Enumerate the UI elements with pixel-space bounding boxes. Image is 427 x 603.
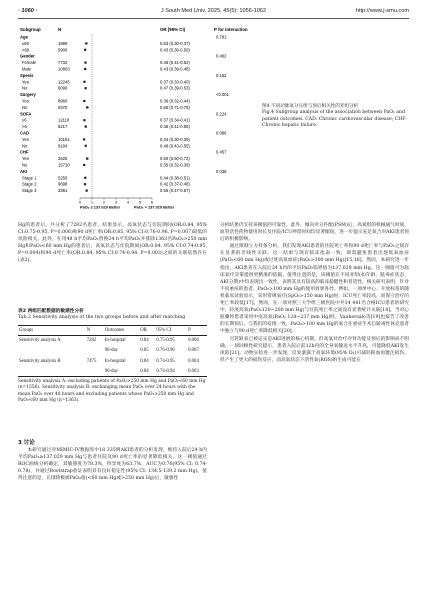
table-cell: 0.84: [140, 358, 149, 364]
table-cell: 90-day: [104, 348, 119, 354]
paragraph: 通过限制立方样条分析，我们发现AKI患者的住院死亡率和90 d死亡率与PaO₂之间存在显著的非线性关联。这一结果与现有临床指南一致，即需避免患者出现低氧血症(PaO₂<60 mm Hg)或过度高氧血症(PaO₂>300 mm Hg)[15,16]。然而，本研究进一步指出，AKI患者在入院后24 h内的平均PaO₂临界值为137.029 mm Hg。这一阈值可为临床氧疗决策提供更精准的依据。值得注意的是，该阈值在不同亚组(如年龄、脓毒症状态、AKI分期)中均表现出一致性，表明其具有较高的临床稳健性和普适性。相关研究表明，针对不同重症的患者，PaO₂>100 mm Hg的使用效果各异。例如，一项单中心、开放标签的随机临床试验显示，采用常规氧疗(SpO₂>150 mm Hg)时，ICU死亡率较高，而保守治疗的死亡率较低[17]。然而，在一项对照三大学组三级医院中共14 441名合格ICU患者的研究中，轻度高氧(PaO₂120~200 mm Hg)与住院死亡率之间没有显著统计关联[18]。当对心脏骤停患者采用中度高氧(PaO₂ 128~237 mm Hg)时，Vaahersalo等[19]也报告了改善的长期预后。与我们的发现一致，PaO₂>100 mm Hg的氧合在重症手术后脓毒性休克患者中独立与90 d死亡率降低相关[20]。: [220, 244, 409, 335]
row-or-ci: 0.43 (0.36-0.50): [160, 47, 190, 53]
paragraph: 本研究通过对MIMIC-IV数据库中18 335例AKI患者的分析发现，维持入院后24 h内平均PaO₂≥137.029 mm Hg与患者住院及90 d死亡率的显著降低相关。这一阈值通过ROC曲线分析确定，其敏感度为78.3%，特异度为63.7%，AUC为0.76(95% CI: 0.74-0.78)，并通过Bootstrap验证表明其有良好稳定性(95% CI: 134.5-139.2 mm Hg)。值得注意的是，在排除极端PaO₂值(<60 mm Hg或>250 mm Hg)后，敏感性: [18, 448, 207, 482]
row-label: Yes: [22, 156, 29, 162]
or-point: [84, 49, 86, 51]
row-n: 15710: [58, 162, 70, 168]
row-n: 8960: [58, 98, 68, 104]
tick-label: 2: [102, 199, 106, 205]
page-header: [18, 6, 409, 19]
or-point: [83, 164, 85, 166]
row-or-ci: 0.48 (0.41-0.56): [160, 124, 190, 130]
row-label: Male: [22, 66, 32, 72]
table-row: [18, 335, 207, 346]
tick-label: 1: [90, 199, 94, 205]
row-n: 12245: [58, 79, 70, 85]
row-label: >6: [22, 124, 27, 130]
row-n: 1899: [58, 40, 68, 46]
or-point: [85, 87, 87, 89]
col-header-subgroup: Subgroup: [20, 27, 41, 32]
row-or-ci: 0.35 (0.32-0.39): [160, 162, 190, 168]
table-cell: Sensitivity analysis A: [19, 338, 61, 344]
table-header-cell: P: [187, 325, 207, 335]
left-column-top: [18, 222, 207, 265]
row-n: 3381: [58, 188, 68, 194]
table-cell: 0.004: [188, 358, 199, 364]
row-label: Yes: [22, 79, 29, 85]
table-header-cell: OR: [139, 325, 155, 335]
row-p-interaction: 0.402: [216, 53, 227, 59]
table-header-cell: N: [86, 325, 104, 335]
row-p-interaction: 0.086: [216, 130, 227, 136]
table-cell: [18, 346, 86, 356]
tick-label: 3: [114, 199, 118, 205]
table-cell: 7282: [86, 338, 97, 344]
row-label: Yes: [22, 98, 29, 104]
table-cell: 7475: [86, 358, 97, 364]
row-n: 6090: [58, 85, 68, 91]
row-label: Female: [22, 60, 36, 66]
row-label: No: [22, 162, 28, 168]
row-label: Stage 1: [22, 175, 37, 181]
table-row: [18, 356, 207, 366]
figure-caption-en: Fig.4 Subgroup analysis of the association between PaO₂ and patient outcomes. CAD: Chronic cardiovascular disease; CHF: Chronic hepatic failure.: [262, 110, 407, 128]
row-label: Yes: [22, 136, 29, 142]
row-label: CHF: [20, 149, 29, 155]
table-cell: [18, 366, 86, 377]
row-label: No: [22, 104, 28, 110]
row-n: 5256: [58, 175, 68, 181]
tick-label: 0: [78, 199, 82, 205]
or-point: [86, 106, 88, 108]
or-point: [84, 177, 86, 179]
table-cell: 0.84: [140, 338, 149, 344]
row-or-ci: 0.42 (0.37-0.48): [160, 181, 190, 187]
table-cell: Sensitivity analysis B: [19, 358, 61, 364]
row-or-ci: 0.44 (0.38-0.51): [160, 175, 190, 181]
row-or-ci: 0.47 (0.39-0.53): [160, 85, 190, 91]
row-label: AKI: [20, 168, 28, 174]
row-or-ci: 0.34 (0.30-0.39): [160, 136, 190, 142]
row-label: Stage 3: [22, 188, 37, 194]
or-point: [83, 81, 85, 83]
sensitivity-table: [18, 325, 207, 378]
row-or-ci: 0.60 (0.50-0.72): [160, 156, 190, 162]
table-body: [18, 335, 207, 377]
row-label: Surgery: [20, 92, 36, 98]
col-header-or: OR (95% CI): [160, 27, 186, 32]
tick-label: 4: [126, 199, 130, 205]
row-label: Spesis: [20, 72, 34, 78]
forest-header-row: [20, 27, 248, 32]
tick-label: 6: [150, 199, 154, 205]
or-point: [84, 62, 86, 64]
table-header-row: [18, 325, 207, 335]
row-n: 7732: [58, 60, 68, 66]
row-or-ci: 0.53 (0.30-0.37): [160, 40, 190, 46]
or-point: [85, 126, 87, 128]
row-or-ci: 0.46 (0.41-0.52): [160, 60, 190, 66]
row-n: 8184: [58, 143, 68, 149]
table-note: Sensitivity analysis A: excluding patients of PaO₂>250 mm Hg and PaO₂<60 mm Hg (n=1556). Sensitivity analysis B: exchanging mean PaO₂ over 24 hours with the mean PaO₂ over 48 hours and excluding patients whose PaO₂>250 mm Hg and PaO₂<60 mm Hg (n=1363).: [18, 379, 206, 403]
or-point: [83, 119, 85, 121]
table-cell: 0.75-0.95: [156, 338, 175, 344]
paragraph: 分析结果仍支持该阈值的可靠性。此外，倾向评分匹配(PSM)后，高氧组的机械通气时间、血管活性药物使用时长及住院/ICU停留时间均显著缩短，进一步提示充足氧合对AKI患者预后的积极影响。: [220, 223, 409, 243]
row-or-ci: 0.60 (0.71-0.75): [160, 104, 190, 110]
figure-caption: [262, 104, 412, 129]
row-n: 12118: [58, 117, 70, 123]
paragraph: Hg的患者后，共分析了7282名患者，结果显示，高氧状态与住院期间(OR:0.84, 95% CI:0.75-0.95, P=0.006)和90 d死亡率(OR:0.85, 95% CI:0.76-0.96, P=0.007)较低的风险相关。此外，在用48 h平均PaO₂替换24 h平均PaO₂并排除1363名PaO₂>250 mm Hg和PaO₂<60 mm Hg的患者后，高氧状态与住院期间(OR:0.84, 95% CI:0.74-0.95, P=0.004)和90 d死亡率(OR:0.84, 95% CI:0.74-0.94, P=0.003)之间的关联依然存在(表2)。: [18, 223, 207, 264]
axis-label-right: PaO₂ > 137.029 Better: [134, 204, 175, 210]
axis-label-left: PaO₂ ≤ 137.029 Better: [80, 204, 121, 210]
tick-label: 5: [138, 199, 142, 205]
row-label: No: [22, 143, 28, 149]
table-row: [18, 346, 207, 356]
row-n: 9370: [58, 104, 68, 110]
row-or-ci: 0.55 (0.47-0.67): [160, 188, 190, 194]
row-p-interaction: <0.001: [216, 92, 229, 98]
table-2: [18, 309, 207, 404]
journal-citation: J South Med Univ, 2025, 45(5): 1056-1062: [160, 8, 267, 14]
row-p-interaction: 0.152: [216, 72, 227, 78]
table-cell: 0.84: [139, 366, 155, 377]
table-cell: 0.007: [188, 348, 199, 354]
journal-url[interactable]: http://www.j-smu.com: [355, 8, 409, 14]
section-heading: 3 讨论: [18, 440, 35, 446]
table-title-zh: 表2 两组匹配数据的敏感性分析: [18, 309, 84, 314]
forest-rows: [20, 35, 230, 194]
row-label: Age: [20, 34, 28, 40]
figure-caption-zh: 图4 不同动脉氧分压组与预后相关性的亚组分析: [262, 104, 359, 109]
or-point: [85, 145, 87, 147]
table-cell: In-hospital: [104, 358, 126, 364]
page-number: · 1060 ·: [18, 8, 38, 14]
table-title-en: Tab.2 Sensitivity analysis of the two groups before and after matching: [18, 315, 186, 321]
row-label: Stage 2: [22, 181, 37, 187]
row-or-ci: 0.43 (0.39-0.48): [160, 66, 190, 72]
row-n: 10151: [58, 136, 70, 142]
table-cell: [86, 346, 104, 356]
row-n: 6217: [58, 124, 68, 130]
table-cell: 0.76-0.96: [156, 348, 175, 354]
or-point: [86, 158, 88, 160]
or-point: [85, 42, 87, 44]
row-n: 9698: [58, 181, 68, 187]
right-column: [220, 222, 409, 364]
table-cell: 0.85: [140, 348, 149, 354]
table-cell: 0.003: [187, 366, 207, 377]
or-point: [84, 183, 86, 185]
or-point: [84, 68, 86, 70]
table-row: [18, 366, 207, 377]
row-label: ≤6: [22, 117, 27, 123]
or-point: [83, 100, 85, 102]
row-label: CAD: [20, 130, 30, 136]
row-or-ci: 0.37 (0.34-0.41): [160, 117, 190, 123]
or-point: [86, 190, 88, 192]
row-or-ci: 0.48 (0.43-0.55): [160, 143, 190, 149]
table-cell: 0.006: [188, 338, 199, 344]
forest-plot: [18, 22, 258, 220]
row-label: SOFA: [20, 111, 32, 117]
left-column-bottom: [18, 436, 207, 483]
row-n: 5900: [58, 47, 68, 53]
or-point: [83, 138, 85, 140]
col-header-p: P for interaction: [214, 27, 248, 32]
row-label: >60: [22, 47, 30, 53]
row-label: ≤60: [22, 40, 29, 46]
row-label: No: [22, 85, 28, 91]
row-p-interaction: 0.038: [216, 168, 227, 174]
row-n: 2625: [58, 156, 68, 162]
forest-plot-figure: [18, 22, 258, 220]
table-cell: 0.74-0.95: [156, 358, 175, 364]
row-or-ci: 0.36 (0.32-0.44): [160, 98, 190, 104]
table-cell: [86, 366, 104, 377]
row-p-interaction: 0.457: [216, 149, 227, 155]
table-header-cell: 95% CI: [155, 325, 187, 335]
table-cell: 90-day: [104, 366, 139, 377]
row-n: 10803: [58, 66, 70, 72]
paragraph: 尽管缺氧已被证实是AKI进展的核心机制，但高氧对治疗对肾功能及预后的影响尚不明确。一项回顾性研究提示，患者入院后前12h内的全身氧输送水平升高，可能降低AKI发生风险[21]。动物实验进一步发现，反复暴露于高氧环境(95% O₂)可减轻缺血再灌注损伤，但产生了更大的损伤反应，而高氧状态下活性氧(ROS)的生成可能在: [220, 336, 409, 363]
row-p-interaction: 0.224: [216, 111, 227, 117]
table-cell: 0.74-0.94: [155, 366, 187, 377]
col-header-n: N: [58, 27, 62, 32]
table-cell: In-hospital: [104, 338, 126, 344]
row-label: Gender: [20, 53, 35, 59]
row-p-interaction: 0.781: [216, 34, 227, 40]
table-header-cell: Groups: [18, 325, 86, 335]
row-or-ci: 0.37 (0.33-0.40): [160, 79, 190, 85]
table-header-cell: Outcomes: [104, 325, 139, 335]
